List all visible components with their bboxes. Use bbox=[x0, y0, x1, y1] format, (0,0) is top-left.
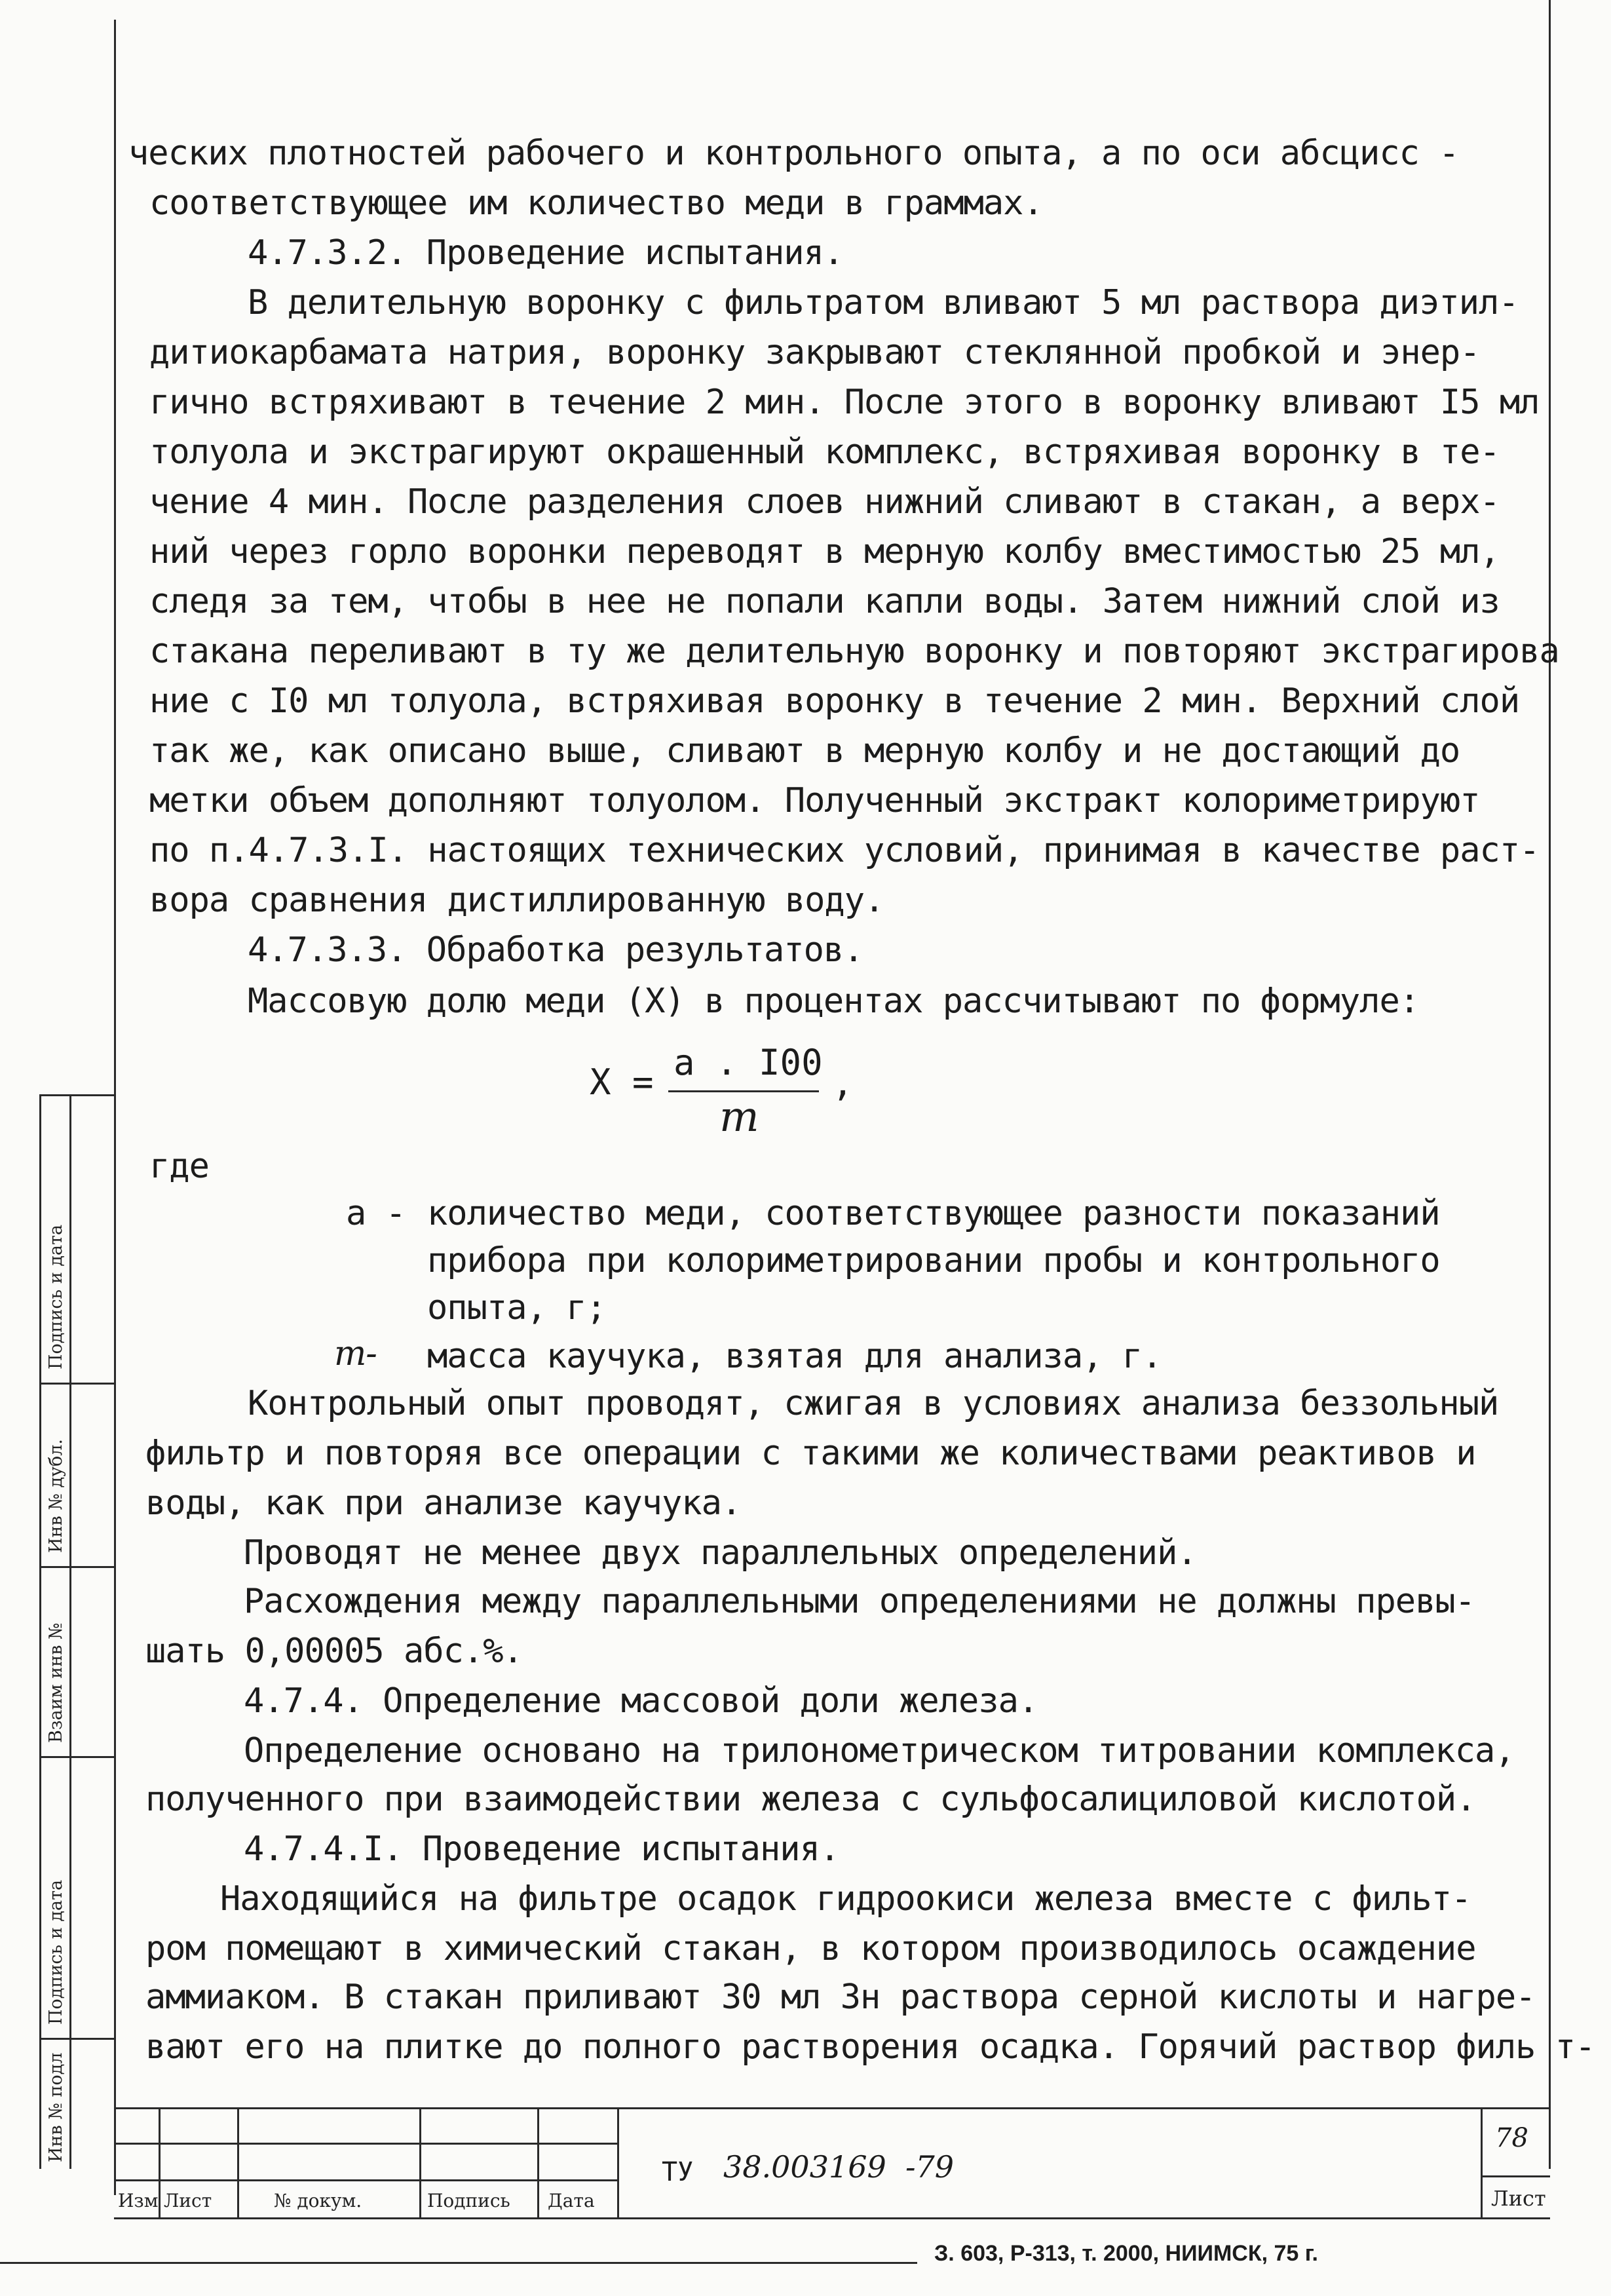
footer-spec-code: 38.003169 -79 bbox=[723, 2149, 955, 2185]
stamp-col-3 bbox=[419, 2107, 421, 2219]
side-stamp-div-2 bbox=[39, 1566, 115, 1568]
formula-numerator: а . I00 bbox=[673, 1042, 823, 1083]
formula-denominator: m bbox=[719, 1093, 759, 1141]
side-label-mutual-inv: Взаим инв № bbox=[46, 1622, 66, 1743]
stamp-mid-rule bbox=[114, 2143, 618, 2145]
section-heading: 4.7.3.3. Обработка результатов. bbox=[248, 930, 863, 970]
side-stamp-div-4 bbox=[39, 2038, 115, 2040]
stamp-label-change: Изм bbox=[118, 2190, 159, 2211]
sheet-label: Лист bbox=[1491, 2186, 1546, 2211]
body-line: вора сравнения дистиллированную воду. bbox=[149, 881, 884, 920]
stamp-label-sheet: Лист bbox=[164, 2190, 212, 2211]
body-line: фильтр и повторяя все операции с такими же количествами реактивов и bbox=[145, 1434, 1476, 1473]
body-line: толуола и экстрагируют окрашенный комплекс, встряхивая воронку в те- bbox=[149, 432, 1500, 472]
stamp-label-date: Дата bbox=[548, 2190, 595, 2211]
section-heading: 4.7.4. Определение массовой доли железа. bbox=[244, 1681, 1038, 1721]
body-line: следя за тем, чтобы в нее не попали капли воды. Затем нижний слой из bbox=[149, 582, 1500, 621]
side-stamp-outer bbox=[39, 1094, 41, 2169]
body-line: В делительную воронку с фильтратом вливают 5 мл раствора диэтил- bbox=[248, 283, 1519, 322]
body-line: ний через горло воронки переводят в мерную колбу вместимостью 25 мл, bbox=[149, 532, 1500, 571]
def-symbol-m: m- bbox=[334, 1334, 377, 1373]
stamp-bottom-rule bbox=[114, 2217, 1550, 2219]
def-text: количество меди, соответствующее разности показаний bbox=[427, 1194, 1440, 1233]
formula-fraction-bar bbox=[668, 1090, 819, 1092]
stamp-col-sheet bbox=[1481, 2107, 1483, 2219]
def-text: опыта, г; bbox=[427, 1288, 606, 1328]
def-text: прибора при колориметрировании пробы и контрольного bbox=[427, 1241, 1440, 1280]
side-stamp-div-3 bbox=[39, 1756, 115, 1758]
stamp-label-signature: Подпись bbox=[427, 2190, 510, 2211]
right-margin-rule bbox=[1549, 0, 1551, 2169]
body-line: аммиаком. В стакан приливают 30 мл 3н раствора серной кислоты и нагре- bbox=[145, 1978, 1536, 2017]
body-line: ческих плотностей рабочего и контрольного опыта, а по оси абсцисс - bbox=[128, 134, 1459, 173]
side-label-dup-inv: Инв № дубл. bbox=[46, 1439, 66, 1553]
formula-lhs: X = bbox=[590, 1062, 654, 1103]
body-line: стакана переливают в ту же делительную воронку и повторяют экстрагирова bbox=[149, 632, 1559, 671]
printer-rule bbox=[0, 2262, 917, 2264]
where-label: где bbox=[149, 1147, 209, 1186]
stamp-sheet-divider bbox=[1481, 2175, 1550, 2177]
body-line: ром помещают в химический стакан, в котором производилось осаждение bbox=[145, 1929, 1476, 1968]
footer-spec-prefix: ТУ bbox=[662, 2157, 694, 2187]
body-line: дитиокарбамата натрия, воронку закрывают стеклянной пробкой и энер- bbox=[149, 333, 1480, 372]
section-heading: 4.7.3.2. Проведение испытания. bbox=[248, 233, 844, 273]
body-line: воды, как при анализе каучука. bbox=[145, 1483, 742, 1523]
body-line: Массовую долю меди (X) в процентах рассчитывают по формуле: bbox=[248, 982, 1420, 1021]
side-stamp-div-1 bbox=[39, 1383, 115, 1385]
body-line: вают его на плитке до полного растворения осадка. Горячий раствор филь т- bbox=[145, 2027, 1595, 2067]
stamp-col-2 bbox=[237, 2107, 239, 2219]
stamp-col-4 bbox=[537, 2107, 539, 2219]
body-line: Проводят не менее двух параллельных определений. bbox=[244, 1533, 1197, 1573]
body-line: Определение основано на трилонометрическом титровании комплекса, bbox=[244, 1731, 1515, 1770]
printer-imprint: З. 603, Р-313, т. 2000, НИИМСК, 75 г. bbox=[934, 2241, 1318, 2266]
section-heading: 4.7.4.I. Проведение испытания. bbox=[244, 1829, 840, 1869]
body-line: по п.4.7.3.I. настоящих технических условий, принимая в качестве раст- bbox=[149, 831, 1540, 870]
body-line: чение 4 мин. После разделения слоев нижний сливают в стакан, а верх- bbox=[149, 482, 1500, 522]
side-label-orig-inv: Инв № подл bbox=[46, 2052, 66, 2162]
def-text: масса каучука, взятая для анализа, г. bbox=[427, 1337, 1162, 1376]
stamp-label-doc-number: № докум. bbox=[274, 2190, 362, 2211]
side-label-sign-date-2: Подпись и дата bbox=[46, 1879, 66, 2025]
body-line: Находящийся на фильтре осадок гидроокиси железа вместе с фильт- bbox=[220, 1879, 1471, 1919]
formula-trail: , bbox=[832, 1063, 854, 1104]
body-line: гично встряхивают в течение 2 мин. После этого в воронку вливают I5 мл bbox=[149, 383, 1540, 422]
body-line: Контрольный опыт проводят, сжигая в условиях анализа беззольный bbox=[248, 1384, 1499, 1423]
stamp-top-rule bbox=[114, 2107, 1550, 2109]
body-line: метки объем дополняют толуолом. Полученный экстракт колориметрируют bbox=[149, 781, 1480, 820]
def-symbol-a: а - bbox=[346, 1194, 406, 1233]
body-line: так же, как описано выше, сливают в мерную колбу и не достающий до bbox=[149, 731, 1460, 771]
body-line: ние с I0 мл толуола, встряхивая воронку в течение 2 мин. Верхний слой bbox=[149, 681, 1520, 721]
stamp-row-rule bbox=[114, 2179, 618, 2181]
stamp-col-5 bbox=[617, 2107, 619, 2219]
body-line: соответствующее им количество меди в граммах. bbox=[149, 183, 1043, 223]
body-line: Расхождения между параллельными определениями не должны превы- bbox=[244, 1582, 1475, 1621]
body-line: полученного при взаимодействии железа с сульфосалициловой кислотой. bbox=[145, 1780, 1476, 1819]
stamp-col-1 bbox=[159, 2107, 161, 2219]
side-label-sign-date-1: Подпись и дата bbox=[46, 1224, 66, 1369]
sheet-number: 78 bbox=[1495, 2123, 1528, 2153]
side-stamp-inner bbox=[69, 1094, 71, 2169]
body-line: шать 0,00005 абс.%. bbox=[145, 1632, 523, 1671]
side-stamp-top bbox=[39, 1094, 115, 1096]
left-margin-rule bbox=[114, 20, 116, 2195]
